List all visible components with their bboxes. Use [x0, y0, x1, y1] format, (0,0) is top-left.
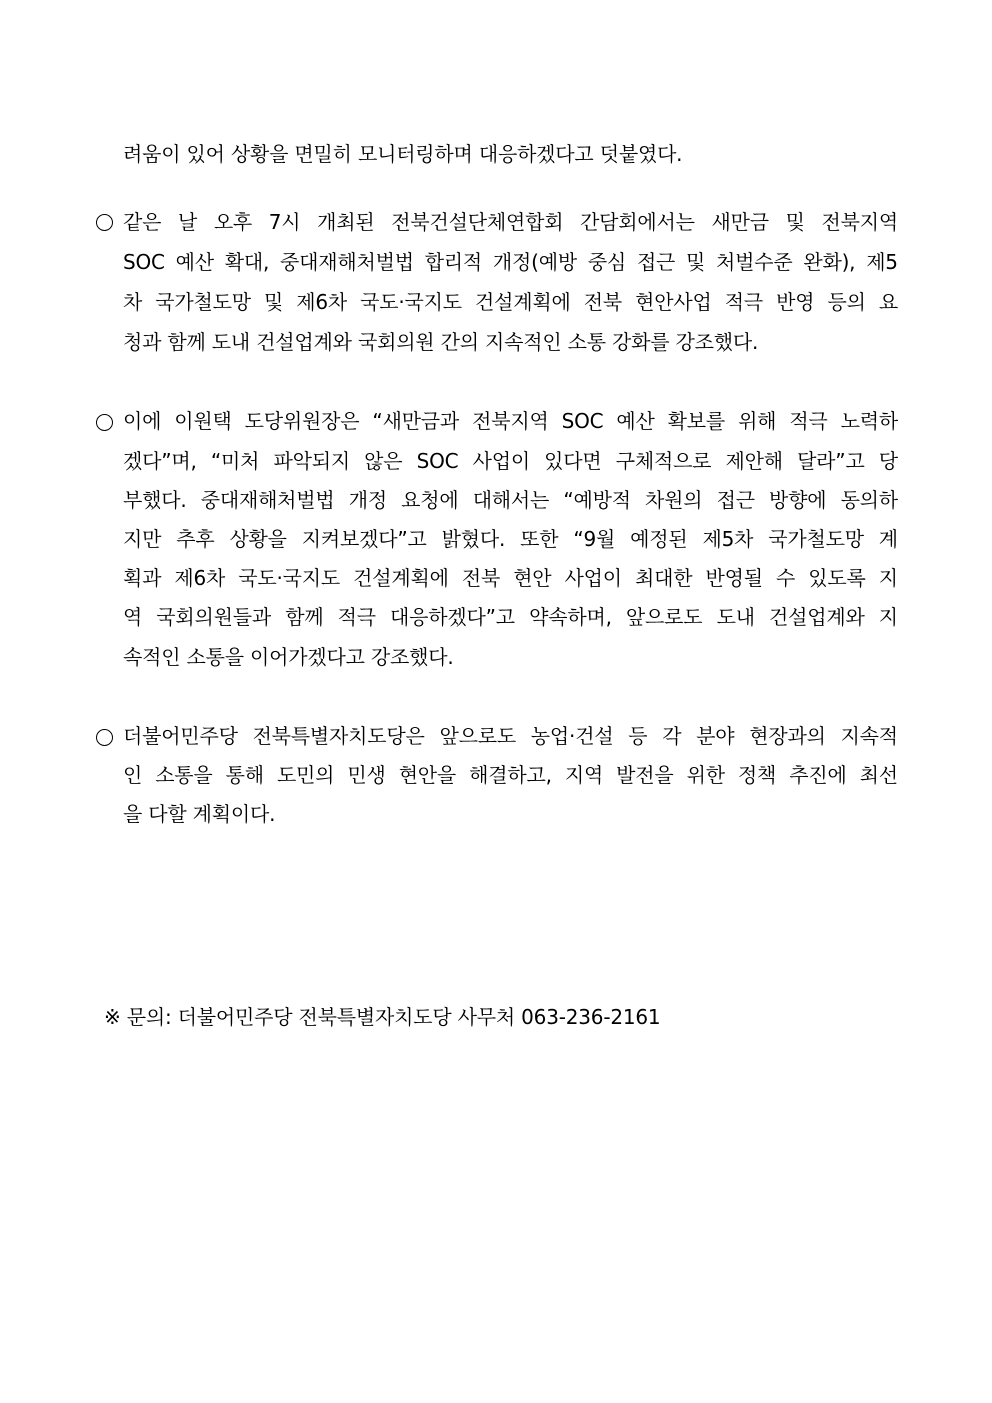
word: 제6차 [174, 566, 226, 590]
word: 등의 [827, 290, 866, 314]
paragraph-3-line-1 [123, 721, 898, 751]
word: 요청에 [401, 488, 459, 512]
word: 달라”고 [797, 449, 865, 473]
word: 지 [878, 605, 898, 629]
word: 현안을 [398, 763, 457, 787]
word: 계 [878, 527, 898, 551]
word: 전북건설단체연합회 [391, 210, 564, 234]
word: 현장과의 [749, 724, 826, 748]
word: 지역 [564, 763, 604, 787]
word: 통해 [225, 763, 264, 787]
word: 역 [123, 605, 143, 629]
word: 날 [177, 210, 198, 234]
word: 지 [878, 566, 898, 590]
word: 지켜보겠다”고 [301, 527, 427, 551]
word: 예산 [175, 250, 214, 274]
word: 방향에 [769, 488, 827, 512]
word: 사업이 [472, 449, 530, 473]
word: 약속하며, [529, 605, 612, 629]
word: 부했다. [123, 488, 187, 512]
word: 및 [263, 290, 284, 314]
word: 개정(예방 [492, 250, 577, 274]
word: 이에 [123, 409, 162, 433]
word: 전북 [583, 290, 622, 314]
word: 적극 [789, 409, 828, 433]
word: 당 [878, 449, 898, 473]
word: 최대한 [635, 566, 693, 590]
word: 국가철도망 [768, 527, 864, 551]
word: 중대재해처벌법 [280, 250, 414, 274]
word: 발전을 [616, 763, 674, 787]
word: 확보를 [667, 409, 726, 433]
word: 예정된 [630, 527, 688, 551]
paragraph-3-line-2 [123, 760, 898, 790]
word: 농업·건설 [530, 724, 614, 748]
paragraph-2-line-4 [123, 524, 898, 554]
word: 국도·국지도 [238, 566, 340, 590]
word: 제6차 [296, 290, 347, 314]
word: 국도·국지도 [360, 290, 462, 314]
word: 제5 [866, 250, 898, 274]
paragraph-2-line-6 [123, 602, 898, 632]
word: 현안사업 [635, 290, 712, 314]
word: 않은 [364, 449, 403, 473]
word: 앞으로도 [439, 724, 516, 748]
word: 접근 [636, 250, 676, 274]
word: 국회의원들과 [156, 605, 272, 629]
word: 반영 [776, 290, 815, 314]
word: 분야 [696, 724, 735, 748]
word: 있다면 [544, 449, 602, 473]
word: 지속적 [840, 724, 898, 748]
word: 함께 [285, 605, 324, 629]
word: 건설업계와 [769, 605, 865, 629]
contact-info: ※ 문의: 더불어민주당 전북특별자치도당 사무처 063-236-2161 [104, 1005, 661, 1029]
word: 간담회에서는 [580, 210, 695, 234]
paragraph-3-line-3: 을 다할 계획이다. [123, 802, 276, 826]
word: 전북특별자치도당은 [252, 724, 425, 748]
word: 또한 [520, 527, 559, 551]
word: 차원의 [645, 488, 703, 512]
word: 획과 [123, 566, 162, 590]
word: 수 [776, 566, 796, 590]
word: 새만금 [711, 210, 769, 234]
word: “미처 [210, 449, 260, 473]
word: 대해서는 [472, 488, 550, 512]
word: 합리적 [424, 250, 483, 274]
word: 전북 [461, 566, 501, 590]
circle-bullet-icon [96, 214, 113, 231]
word: 등 [628, 724, 648, 748]
word: 최선 [859, 763, 898, 787]
word: 정책 [737, 763, 777, 787]
word: 반영될 [705, 566, 763, 590]
word: 구체적으로 [615, 449, 712, 473]
word: 있도록 [808, 566, 866, 590]
word: 완화), [803, 250, 856, 274]
word: “9월 [573, 527, 616, 551]
word: 차 [123, 290, 143, 314]
word: 이원택 [174, 409, 232, 433]
word: 같은 [123, 210, 162, 234]
paragraph-2-line-2 [123, 446, 898, 476]
word: 전북지역 [821, 210, 898, 234]
word: “새만금과 [372, 409, 460, 433]
word: 앞으로도 [625, 605, 703, 629]
word: 전북지역 [472, 409, 549, 433]
word: SOC [561, 409, 604, 433]
word: 중심 [587, 250, 627, 274]
circle-bullet-icon [96, 729, 113, 746]
paragraph-1-line-4: 청과 함께 도내 건설업계와 국회의원 간의 지속적인 소통 강화를 강조했다. [123, 330, 759, 354]
word: 민생 [347, 763, 386, 787]
word: 중대재해처벌법 [200, 488, 335, 512]
word: 7시 [268, 210, 301, 234]
word: SOC [123, 250, 165, 274]
paragraph-1-line-2 [123, 247, 898, 277]
word: 겠다”며, [123, 449, 197, 473]
paragraph-1-line-3 [123, 287, 898, 317]
word: 접근 [716, 488, 755, 512]
paragraph-2-line-7: 속적인 소통을 이어가겠다고 강조했다. [123, 645, 454, 669]
paragraph-2-line-5 [123, 563, 898, 593]
word: 처벌수준 [716, 250, 793, 274]
word: 건설계획에 [353, 566, 449, 590]
word: 노력하 [840, 409, 898, 433]
paragraph-2-line-1 [123, 406, 898, 436]
paragraph-1-line-1 [123, 207, 898, 237]
word: 해결하고, [469, 763, 552, 787]
word: 위해 [738, 409, 777, 433]
word: SOC [416, 449, 459, 473]
continuation-text: 려움이 있어 상황을 면밀히 모니터링하며 대응하겠다고 덧붙였다. [123, 142, 683, 166]
word: 오후 [213, 210, 253, 234]
word: 및 [785, 210, 805, 234]
word: 및 [686, 250, 706, 274]
word: 확대, [224, 250, 270, 274]
word: 도당위원장은 [244, 409, 360, 433]
word: 상황을 [229, 527, 287, 551]
word: 국가철도망 [155, 290, 251, 314]
word: 도민의 [276, 763, 335, 787]
word: 예산 [616, 409, 655, 433]
word: 소통을 [155, 763, 213, 787]
word: 밝혔다. [441, 527, 506, 551]
word: 더불어민주당 [123, 724, 238, 748]
word: 도내 [716, 605, 755, 629]
word: 추후 [176, 527, 215, 551]
word: 각 [662, 724, 682, 748]
word: 파악되지 [273, 449, 350, 473]
word: “예방적 [563, 488, 631, 512]
word: 개정 [348, 488, 387, 512]
word: 제5차 [702, 527, 754, 551]
word: 추진에 [789, 763, 847, 787]
word: 사업이 [564, 566, 622, 590]
word: 건설계획에 [475, 290, 571, 314]
word: 지만 [123, 527, 162, 551]
word: 요 [878, 290, 898, 314]
word: 적극 [724, 290, 763, 314]
word: 현안 [513, 566, 552, 590]
word: 인 [123, 763, 143, 787]
word: 개최된 [317, 210, 375, 234]
paragraph-2-line-3 [123, 485, 898, 515]
word: 적극 [337, 605, 376, 629]
word: 동의하 [840, 488, 898, 512]
circle-bullet-icon [96, 414, 113, 431]
word: 제안해 [725, 449, 783, 473]
word: 위한 [686, 763, 725, 787]
word: 대응하겠다”고 [390, 605, 515, 629]
